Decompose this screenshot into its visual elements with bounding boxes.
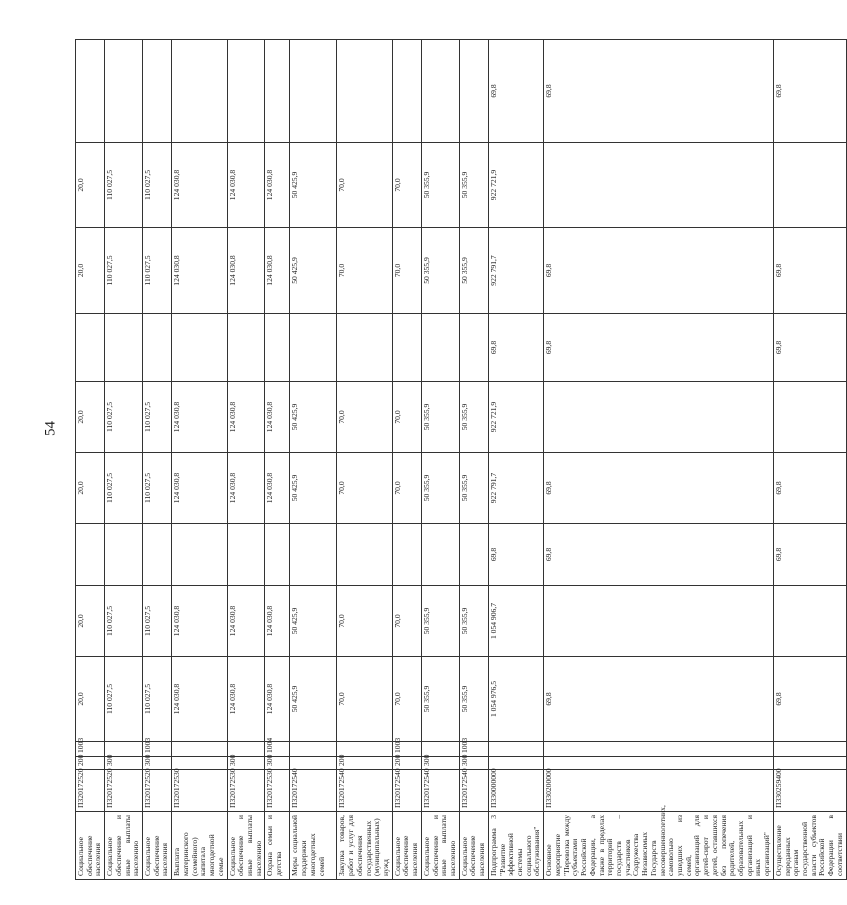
row-c2 xyxy=(544,586,774,657)
row-c3 xyxy=(105,524,143,586)
row-vr: 200 xyxy=(337,757,392,770)
table-row xyxy=(290,40,337,880)
row-c7: 124 030,8 xyxy=(227,228,265,314)
row-vr: 300 xyxy=(265,757,290,770)
row-c3 xyxy=(265,524,290,586)
rotated-table-area xyxy=(75,60,844,880)
row-c9 xyxy=(105,40,143,143)
row-c1: 69,8 xyxy=(773,657,846,742)
row-c9: 69,8 xyxy=(773,40,846,143)
row-c3: 69,8 xyxy=(544,524,774,586)
table-row xyxy=(773,40,846,880)
row-c7: 70,0 xyxy=(337,228,392,314)
row-csr: П330259400 xyxy=(773,770,846,812)
row-c1: 50 355,9 xyxy=(421,657,459,742)
row-c9 xyxy=(265,40,290,143)
row-name: Социальное обеспечение населения xyxy=(143,812,172,880)
table-row xyxy=(143,40,172,880)
row-c7: 110 027,5 xyxy=(105,228,143,314)
row-name: Основное мероприятие "Перевозка между субъектами Российской Федерации, а также в пределах территорий государств – участников Содружества Независимых Государств несовершеннолетних, самовольно ушедших из семей, организаций для детей-сирот и детей, оставшихся без попечения родителей, образовательных организаций и иных организаций" xyxy=(544,812,774,880)
row-c7: 50 355,9 xyxy=(421,228,459,314)
row-c6 xyxy=(143,314,172,382)
row-name: Социальное обеспечение и иные выплаты населению xyxy=(227,812,265,880)
row-csr: П320172530 xyxy=(265,770,290,812)
row-c9 xyxy=(421,40,459,143)
row-c7: 70,0 xyxy=(392,228,421,314)
row-c4: 50 355,9 xyxy=(459,453,488,524)
row-c3 xyxy=(392,524,421,586)
row-c7: 922 791,7 xyxy=(488,228,543,314)
row-c5 xyxy=(773,382,846,453)
row-c8: 20,0 xyxy=(76,143,105,228)
row-csr: П320172530 xyxy=(172,770,227,812)
row-c5: 50 355,9 xyxy=(459,382,488,453)
row-c6 xyxy=(290,314,337,382)
table-row xyxy=(337,40,392,880)
row-name: Социальное обеспечение населения xyxy=(392,812,421,880)
row-c2: 124 030,8 xyxy=(265,586,290,657)
row-csr: П320172540 xyxy=(421,770,459,812)
row-c5: 70,0 xyxy=(337,382,392,453)
row-c4: 110 027,5 xyxy=(105,453,143,524)
row-c2: 110 027,5 xyxy=(143,586,172,657)
rotated-table-content xyxy=(75,60,844,880)
row-c5: 124 030,8 xyxy=(227,382,265,453)
row-c9 xyxy=(76,40,105,143)
row-c5: 110 027,5 xyxy=(105,382,143,453)
row-c7: 110 027,5 xyxy=(143,228,172,314)
row-vr: 300 xyxy=(421,757,459,770)
row-c9 xyxy=(227,40,265,143)
row-name: Меры социальной поддержки многодетных семей xyxy=(290,812,337,880)
row-c7: 69,8 xyxy=(773,228,846,314)
row-c4: 124 030,8 xyxy=(265,453,290,524)
row-c1: 69,8 xyxy=(544,657,774,742)
row-c4: 922 791,7 xyxy=(488,453,543,524)
row-c5: 20,0 xyxy=(76,382,105,453)
row-rz: 1004 xyxy=(265,742,290,757)
row-c9: 69,8 xyxy=(544,40,774,143)
row-c9 xyxy=(392,40,421,143)
row-c1: 50 355,9 xyxy=(459,657,488,742)
row-c1: 124 030,8 xyxy=(265,657,290,742)
row-c1: 110 027,5 xyxy=(105,657,143,742)
row-c7: 50 355,9 xyxy=(459,228,488,314)
row-rz xyxy=(544,742,774,757)
row-c1: 110 027,5 xyxy=(143,657,172,742)
row-c4: 110 027,5 xyxy=(143,453,172,524)
row-csr: П320172540 xyxy=(290,770,337,812)
row-csr: П320172520 xyxy=(143,770,172,812)
row-vr xyxy=(773,757,846,770)
row-c4: 124 030,8 xyxy=(227,453,265,524)
row-name: Охрана семьи и детства xyxy=(265,812,290,880)
row-c9 xyxy=(459,40,488,143)
row-vr: 200 xyxy=(392,757,421,770)
row-c4: 69,8 xyxy=(544,453,774,524)
row-c8: 110 027,5 xyxy=(105,143,143,228)
row-c6 xyxy=(227,314,265,382)
table-row xyxy=(227,40,265,880)
row-c8: 50 355,9 xyxy=(459,143,488,228)
row-rz xyxy=(172,742,227,757)
row-c5: 50 425,9 xyxy=(290,382,337,453)
row-c4: 69,8 xyxy=(773,453,846,524)
row-c3 xyxy=(143,524,172,586)
row-c3 xyxy=(337,524,392,586)
page-number: 54 xyxy=(42,421,59,436)
row-c3: 69,8 xyxy=(488,524,543,586)
row-c4: 50 355,9 xyxy=(421,453,459,524)
row-rz: 1003 xyxy=(392,742,421,757)
row-vr xyxy=(544,757,774,770)
row-c7: 124 030,8 xyxy=(265,228,290,314)
row-c6 xyxy=(265,314,290,382)
row-c5: 922 721,9 xyxy=(488,382,543,453)
row-c6 xyxy=(337,314,392,382)
row-c6 xyxy=(459,314,488,382)
row-c3: 69,8 xyxy=(773,524,846,586)
row-c8: 124 030,8 xyxy=(172,143,227,228)
row-c2: 20,0 xyxy=(76,586,105,657)
row-vr: 300 xyxy=(459,757,488,770)
table-row xyxy=(459,40,488,880)
row-c8: 110 027,5 xyxy=(143,143,172,228)
table-row xyxy=(392,40,421,880)
row-vr: 300 xyxy=(105,757,143,770)
row-name: Закупка товаров, работ и услуг для обеспечения государственных (муниципальных) нужд xyxy=(337,812,392,880)
row-c1: 124 030,8 xyxy=(227,657,265,742)
row-vr: 300 xyxy=(143,757,172,770)
row-csr: П320172540 xyxy=(459,770,488,812)
row-csr: П320172540 xyxy=(392,770,421,812)
row-csr: П330200000 xyxy=(544,770,774,812)
table-row xyxy=(544,40,774,880)
row-c8: 124 030,8 xyxy=(265,143,290,228)
row-c4: 70,0 xyxy=(392,453,421,524)
row-name: Выплата материнского (семейного) капитала многодетной семье xyxy=(172,812,227,880)
row-c2: 50 355,9 xyxy=(421,586,459,657)
row-c8: 922 721,9 xyxy=(488,143,543,228)
row-csr: П330000000 xyxy=(488,770,543,812)
row-vr: 200 xyxy=(76,757,105,770)
row-rz xyxy=(290,742,337,757)
row-c2: 50 355,9 xyxy=(459,586,488,657)
row-name: Социальное обеспечение населения xyxy=(459,812,488,880)
row-name: Осуществление переданных органам государственной власти субъектов Российской Федерации в соответствии xyxy=(773,812,846,880)
row-c2: 110 027,5 xyxy=(105,586,143,657)
row-c6 xyxy=(76,314,105,382)
row-c7: 20,0 xyxy=(76,228,105,314)
row-csr: П320172520 xyxy=(105,770,143,812)
row-c9 xyxy=(172,40,227,143)
row-c3 xyxy=(459,524,488,586)
row-c9 xyxy=(337,40,392,143)
row-c6 xyxy=(172,314,227,382)
row-rz: 1003 xyxy=(143,742,172,757)
row-c5: 70,0 xyxy=(392,382,421,453)
row-c2 xyxy=(773,586,846,657)
row-rz xyxy=(488,742,543,757)
row-c1: 20,0 xyxy=(76,657,105,742)
table-row xyxy=(421,40,459,880)
row-rz: 1003 xyxy=(459,742,488,757)
table-row xyxy=(488,40,543,880)
row-c9 xyxy=(143,40,172,143)
row-c4: 70,0 xyxy=(337,453,392,524)
row-c2: 50 425,9 xyxy=(290,586,337,657)
budget-table xyxy=(75,39,847,880)
row-c3 xyxy=(227,524,265,586)
row-c8 xyxy=(544,143,774,228)
row-c4: 124 030,8 xyxy=(172,453,227,524)
row-name: Социальное обеспечение и иные выплаты населению xyxy=(105,812,143,880)
row-c2: 124 030,8 xyxy=(172,586,227,657)
row-c1: 70,0 xyxy=(392,657,421,742)
table-row xyxy=(172,40,227,880)
row-name: Социальное обеспечение и иные выплаты населению xyxy=(421,812,459,880)
row-c6: 69,8 xyxy=(773,314,846,382)
row-c6 xyxy=(392,314,421,382)
row-c9 xyxy=(290,40,337,143)
row-c1: 124 030,8 xyxy=(172,657,227,742)
row-c3 xyxy=(172,524,227,586)
row-c5: 110 027,5 xyxy=(143,382,172,453)
table-row xyxy=(265,40,290,880)
row-c3 xyxy=(290,524,337,586)
table-row xyxy=(105,40,143,880)
row-c2: 1 054 906,7 xyxy=(488,586,543,657)
row-vr: 300 xyxy=(227,757,265,770)
row-c6: 69,8 xyxy=(544,314,774,382)
row-c1: 70,0 xyxy=(337,657,392,742)
row-rz: 1003 xyxy=(76,742,105,757)
row-c5: 124 030,8 xyxy=(265,382,290,453)
row-c1: 50 425,9 xyxy=(290,657,337,742)
row-c5 xyxy=(544,382,774,453)
row-c2: 70,0 xyxy=(392,586,421,657)
row-c1: 1 054 976,5 xyxy=(488,657,543,742)
row-csr: П320172530 xyxy=(227,770,265,812)
row-c8: 70,0 xyxy=(392,143,421,228)
row-c7: 50 425,9 xyxy=(290,228,337,314)
row-c5: 124 030,8 xyxy=(172,382,227,453)
row-c7: 69,8 xyxy=(544,228,774,314)
row-c2: 124 030,8 xyxy=(227,586,265,657)
row-c6 xyxy=(421,314,459,382)
row-c4: 50 425,9 xyxy=(290,453,337,524)
row-c3 xyxy=(76,524,105,586)
row-c8 xyxy=(773,143,846,228)
row-rz xyxy=(773,742,846,757)
row-c6 xyxy=(105,314,143,382)
row-c2: 70,0 xyxy=(337,586,392,657)
row-csr: П320172540 xyxy=(337,770,392,812)
row-c8: 124 030,8 xyxy=(227,143,265,228)
row-c7: 124 030,8 xyxy=(172,228,227,314)
row-c6: 69,8 xyxy=(488,314,543,382)
row-c8: 70,0 xyxy=(337,143,392,228)
row-c8: 50 355,9 xyxy=(421,143,459,228)
row-c3 xyxy=(421,524,459,586)
row-csr: П320172520 xyxy=(76,770,105,812)
row-c8: 50 425,9 xyxy=(290,143,337,228)
row-name: Подпрограмма 3 "Развитие эффективной системы социального обслуживания" xyxy=(488,812,543,880)
row-c4: 20,0 xyxy=(76,453,105,524)
row-c9: 69,8 xyxy=(488,40,543,143)
row-name: Социальное обеспечение населения xyxy=(76,812,105,880)
table-row xyxy=(76,40,105,880)
row-c5: 50 355,9 xyxy=(421,382,459,453)
